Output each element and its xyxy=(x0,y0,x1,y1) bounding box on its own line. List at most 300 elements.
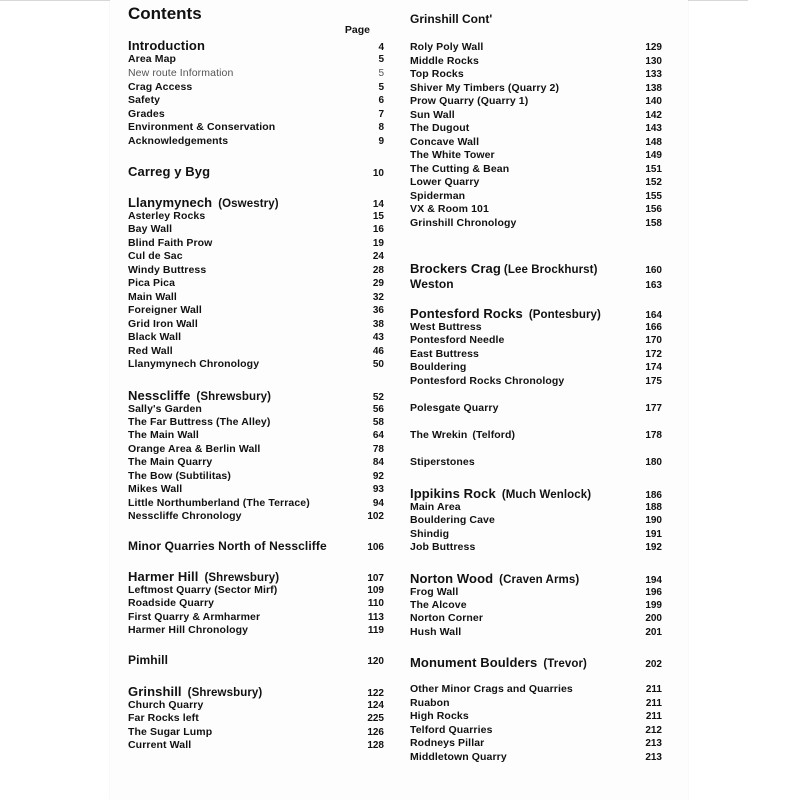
entry-location: (Lee Brockhurst) xyxy=(503,264,598,276)
entry-page-number: 32 xyxy=(372,292,384,303)
entry-page-number: 7 xyxy=(378,109,384,120)
entry-title xyxy=(128,291,177,303)
entry-title xyxy=(410,697,450,709)
entry-page-number: 6 xyxy=(378,95,384,106)
entry-title-text: Black Wall xyxy=(128,331,182,343)
section-heading xyxy=(128,569,384,583)
section-heading xyxy=(410,306,662,320)
entry-title xyxy=(410,68,464,80)
entry-page-number: 148 xyxy=(645,137,662,148)
contents-entry xyxy=(410,528,662,542)
entry-page-number: 14 xyxy=(372,199,384,210)
entry-title xyxy=(410,41,483,53)
entry-page-number: 5 xyxy=(378,54,384,65)
entry-page-number: 143 xyxy=(645,123,662,134)
entry-title xyxy=(410,321,482,333)
entry-page-number: 119 xyxy=(367,625,384,636)
entry-title xyxy=(410,375,564,387)
contents-entry xyxy=(128,726,384,740)
contents-entry xyxy=(128,331,384,345)
entry-title xyxy=(410,203,489,215)
entry-page-number: 188 xyxy=(645,502,662,513)
contents-entry xyxy=(410,95,662,109)
contents-entry xyxy=(410,149,662,163)
entry-title-text: Crag Access xyxy=(128,81,193,93)
entry-page-number: 211 xyxy=(645,711,662,722)
entry-title-text: Area Map xyxy=(128,53,177,65)
entry-page-number: 190 xyxy=(645,515,662,526)
entry-title-text: Prow Quarry (Quarry 1) xyxy=(410,95,529,107)
entry-title-text: Windy Buttress xyxy=(128,264,207,276)
contents-entry xyxy=(410,626,662,640)
contents-entry xyxy=(410,321,662,335)
entry-title xyxy=(128,121,275,133)
entry-title-text: The Bow (Subtilitas) xyxy=(128,470,231,482)
entry-title xyxy=(410,190,465,202)
entry-title-text: Norton Corner xyxy=(410,612,484,624)
entry-page-number: 130 xyxy=(645,56,662,67)
entry-page-number: 133 xyxy=(645,69,662,80)
contents-entry xyxy=(128,497,384,511)
entry-title xyxy=(410,456,475,468)
contents-entry xyxy=(410,375,662,389)
entry-page-number: 202 xyxy=(645,659,662,670)
entry-page-number: 196 xyxy=(645,587,662,598)
entry-title xyxy=(128,250,183,262)
entry-title-text: Stiperstones xyxy=(410,456,475,468)
entry-title-text: Mikes Wall xyxy=(128,483,183,495)
entry-page-number: 172 xyxy=(645,349,662,360)
section-heading xyxy=(410,655,662,669)
section-heading xyxy=(410,277,662,291)
contents-entry xyxy=(128,712,384,726)
contents-entry xyxy=(128,277,384,291)
entry-title xyxy=(410,361,466,373)
entry-page-number: 38 xyxy=(372,319,384,330)
entry-title-text: The Wrekin xyxy=(410,429,468,441)
entry-page-number: 191 xyxy=(645,529,662,540)
section-heading xyxy=(128,653,384,667)
entry-title-text: Middle Rocks xyxy=(410,55,479,67)
entry-page-number: 29 xyxy=(372,278,384,289)
entry-page-number: 156 xyxy=(645,204,662,215)
entry-page-number: 64 xyxy=(372,430,384,441)
contents-entry xyxy=(128,699,384,713)
contents-entry xyxy=(410,55,662,69)
contents-entry xyxy=(128,108,384,122)
contents-entry xyxy=(128,53,384,67)
entry-title xyxy=(128,304,202,316)
entry-page-number: 177 xyxy=(645,403,662,414)
entry-page-number: 225 xyxy=(367,713,384,724)
entry-page-number: 4 xyxy=(378,42,384,53)
entry-title xyxy=(128,195,279,210)
entry-title-text: Frog Wall xyxy=(410,586,459,598)
entry-title-text: New route Information xyxy=(128,67,234,79)
entry-title-text: Pica Pica xyxy=(128,277,176,289)
entry-title xyxy=(128,597,214,609)
entry-title-text: Job Buttress xyxy=(410,541,476,553)
section-heading xyxy=(128,38,384,52)
entry-title xyxy=(410,261,598,276)
entry-title-text: Grid Iron Wall xyxy=(128,318,198,330)
entry-title-text: Sun Wall xyxy=(410,109,455,121)
entry-title-text: Hush Wall xyxy=(410,626,462,638)
entry-location: (Oswestry) xyxy=(218,198,279,210)
entry-title-text: Spiderman xyxy=(410,190,466,202)
contents-entry xyxy=(128,318,384,332)
section-heading xyxy=(128,539,384,553)
contents-entry xyxy=(128,94,384,108)
contents-entry xyxy=(410,203,662,217)
entry-title-text: The Cutting & Bean xyxy=(410,163,510,175)
entry-title xyxy=(410,586,458,598)
entry-title xyxy=(128,358,259,370)
entry-page-number: 212 xyxy=(645,725,662,736)
entry-page-number: 102 xyxy=(367,511,384,522)
entry-title xyxy=(128,67,233,79)
entry-title xyxy=(128,624,248,636)
entry-title xyxy=(128,318,198,330)
entry-page-number: 174 xyxy=(645,362,662,373)
entry-page-number: 106 xyxy=(367,542,384,553)
entry-page-number: 170 xyxy=(645,335,662,346)
contents-entry xyxy=(128,291,384,305)
entry-title-text: First Quarry & Armharmer xyxy=(128,611,261,623)
entry-title-text: Grinshill xyxy=(128,684,182,699)
section-heading xyxy=(410,486,662,500)
entry-title xyxy=(128,497,310,509)
entry-title-text: Brockers Crag xyxy=(410,261,501,276)
contents-entry xyxy=(128,429,384,443)
entry-title xyxy=(128,726,212,738)
entry-title xyxy=(410,612,483,624)
section-heading xyxy=(128,388,384,402)
contents-entry xyxy=(128,624,384,638)
contents-entry xyxy=(410,710,662,724)
entry-title xyxy=(410,429,515,441)
contents-entry xyxy=(128,135,384,149)
entry-title-text: Far Rocks left xyxy=(128,712,199,724)
entry-title xyxy=(410,710,469,722)
contents-entry xyxy=(410,599,662,613)
entry-title-text: Carreg y Byg xyxy=(128,164,211,179)
entry-page-number: 113 xyxy=(367,612,384,623)
contents-entry xyxy=(410,82,662,96)
entry-title xyxy=(128,210,205,222)
entry-title-text: Environment & Conservation xyxy=(128,121,276,133)
contents-entry xyxy=(410,541,662,555)
entry-page-number: 5 xyxy=(378,68,384,79)
contents-entry xyxy=(128,611,384,625)
entry-title-text: Lower Quarry xyxy=(410,176,480,188)
entry-page-number: 138 xyxy=(645,83,662,94)
entry-title-text: Roadside Quarry xyxy=(128,597,215,609)
entry-page-number: 56 xyxy=(372,404,384,415)
entry-title xyxy=(410,683,573,695)
entry-title-text: Norton Wood xyxy=(410,571,494,586)
entry-page-number: 24 xyxy=(372,251,384,262)
section-heading xyxy=(128,195,384,209)
entry-location: (Shrewsbury) xyxy=(204,572,280,584)
entry-title xyxy=(128,470,231,482)
entry-title-text: Asterley Rocks xyxy=(128,210,206,222)
entry-title xyxy=(410,149,495,161)
entry-title-text: Llanymynech xyxy=(128,195,213,210)
page-title: Contents xyxy=(128,4,202,23)
entry-title xyxy=(410,402,499,414)
contents-entry xyxy=(128,416,384,430)
entry-title xyxy=(410,163,509,175)
contents-entry xyxy=(128,210,384,224)
contents-entry xyxy=(410,136,662,150)
entry-title-text: Minor Quarries North of Nesscliffe xyxy=(128,539,327,553)
entry-title-text: Little Northumberland (The Terrace) xyxy=(128,497,310,509)
entry-location: (Telford) xyxy=(472,429,516,441)
entry-title xyxy=(410,82,559,94)
entry-title-text: Introduction xyxy=(128,38,206,53)
contents-entry xyxy=(410,402,662,416)
entry-page-number: 194 xyxy=(645,575,662,586)
contents-entry xyxy=(128,81,384,95)
contents-entry xyxy=(410,501,662,515)
entry-title xyxy=(410,626,461,638)
entry-page-number: 142 xyxy=(645,110,662,121)
entry-page-number: 58 xyxy=(372,417,384,428)
entry-title-text: Harmer Hill xyxy=(128,569,199,584)
contents-entry xyxy=(410,612,662,626)
entry-title-text: Bouldering Cave xyxy=(410,514,495,526)
entry-page-number: 94 xyxy=(372,498,384,509)
entry-title xyxy=(410,751,507,763)
entry-title xyxy=(128,403,202,415)
entry-title xyxy=(128,483,182,495)
entry-page-number: 129 xyxy=(645,42,662,53)
entry-location: (Much Wenlock) xyxy=(501,489,592,501)
contents-entry xyxy=(410,586,662,600)
entry-title xyxy=(128,653,168,667)
entry-title-text: The Sugar Lump xyxy=(128,726,213,738)
contents-entry xyxy=(128,345,384,359)
contents-entry xyxy=(128,403,384,417)
contents-entry xyxy=(128,358,384,372)
entry-title xyxy=(128,223,172,235)
entry-title-text: Rodneys Pillar xyxy=(410,737,485,749)
contents-entry xyxy=(410,109,662,123)
entry-location: (Shrewsbury) xyxy=(196,391,272,403)
section-heading xyxy=(410,261,662,275)
entry-page-number: 124 xyxy=(367,700,384,711)
entry-title-text: Shindig xyxy=(410,528,450,540)
section-heading xyxy=(128,684,384,698)
entry-title-text: Foreigner Wall xyxy=(128,304,202,316)
entry-title xyxy=(128,699,203,711)
entry-page-number: 128 xyxy=(367,740,384,751)
entry-page-number: 28 xyxy=(372,265,384,276)
contents-entry xyxy=(410,122,662,136)
entry-page-number: 84 xyxy=(372,457,384,468)
entry-title-text: Pimhill xyxy=(128,653,169,667)
entry-title xyxy=(410,348,479,360)
entry-title-text: Pontesford Rocks Chronology xyxy=(410,375,565,387)
entry-page-number: 166 xyxy=(645,322,662,333)
entry-title xyxy=(410,277,454,291)
section-heading xyxy=(410,571,662,585)
entry-title-text: Top Rocks xyxy=(410,68,464,80)
entry-title-text: Nesscliffe Chronology xyxy=(128,510,242,522)
entry-title xyxy=(128,712,199,724)
entry-page-number: 178 xyxy=(645,430,662,441)
entry-title xyxy=(128,510,242,522)
entry-title xyxy=(410,514,495,526)
contents-entry xyxy=(128,584,384,598)
contents-entry xyxy=(128,304,384,318)
contents-entry xyxy=(410,41,662,55)
entry-page-number: 158 xyxy=(645,218,662,229)
entry-title xyxy=(410,176,479,188)
contents-entry xyxy=(410,456,662,470)
entry-page-number: 149 xyxy=(645,150,662,161)
entry-title-text: Leftmost Quarry (Sector Mirf) xyxy=(128,584,278,596)
contents-entry xyxy=(128,443,384,457)
entry-title-text: Weston xyxy=(410,277,454,291)
entry-title-text: Safety xyxy=(128,94,161,106)
entry-title-text: The Dugout xyxy=(410,122,470,134)
entry-location: (Trevor) xyxy=(543,658,587,670)
entry-title xyxy=(128,443,260,455)
contents-entry xyxy=(410,176,662,190)
entry-title xyxy=(410,306,601,321)
contents-entry xyxy=(410,163,662,177)
entry-title xyxy=(410,136,479,148)
entry-title xyxy=(128,416,270,428)
entry-page-number: 110 xyxy=(367,598,384,609)
entry-title-text: Orange Area & Berlin Wall xyxy=(128,443,261,455)
entry-title-text: Cul de Sac xyxy=(128,250,183,262)
contents-entry xyxy=(128,470,384,484)
entry-title xyxy=(128,135,228,147)
entry-title-text: Blind Faith Prow xyxy=(128,237,213,249)
entry-title xyxy=(128,331,181,343)
contents-entry xyxy=(128,597,384,611)
entry-page-number: 107 xyxy=(367,573,384,584)
entry-page-number: 93 xyxy=(372,484,384,495)
entry-title xyxy=(128,684,262,699)
contents-entry xyxy=(128,456,384,470)
contents-entry xyxy=(410,190,662,204)
entry-title-text: Other Minor Crags and Quarries xyxy=(410,683,573,695)
entry-page-number: 163 xyxy=(645,280,662,291)
entry-title xyxy=(128,456,212,468)
entry-page-number: 151 xyxy=(645,164,662,175)
entry-page-number: 211 xyxy=(645,684,662,695)
entry-title xyxy=(410,528,449,540)
contents-entry xyxy=(410,429,662,443)
entry-title-text: The Far Buttress (The Alley) xyxy=(128,416,271,428)
entry-page-number: 50 xyxy=(372,359,384,370)
entry-title-text: Monument Boulders xyxy=(410,655,538,670)
entry-page-number: 120 xyxy=(367,656,384,667)
entry-title-text: Pontesford Needle xyxy=(410,334,505,346)
entry-title xyxy=(410,486,591,501)
entry-title xyxy=(128,81,192,93)
entry-title xyxy=(410,599,467,611)
entry-title-text: The White Tower xyxy=(410,149,495,161)
entry-title-text: Sally's Garden xyxy=(128,403,202,415)
entry-page-number: 126 xyxy=(367,727,384,738)
entry-page-number: 155 xyxy=(645,191,662,202)
contents-entry xyxy=(128,121,384,135)
entry-title xyxy=(128,611,260,623)
entry-page-number: 36 xyxy=(372,305,384,316)
contents-entry xyxy=(128,264,384,278)
entry-title-text: Church Quarry xyxy=(128,699,204,711)
entry-title xyxy=(128,53,176,65)
contents-entry xyxy=(128,510,384,524)
contents-entry xyxy=(128,237,384,251)
entry-title xyxy=(410,95,528,107)
entry-location: (Craven Arms) xyxy=(499,574,580,586)
entry-title-text: Middletown Quarry xyxy=(410,751,507,763)
entry-title xyxy=(410,334,504,346)
entry-title xyxy=(410,109,455,121)
entry-title-text: Ruabon xyxy=(410,697,450,709)
entry-title xyxy=(410,501,461,513)
entry-title xyxy=(410,55,479,67)
entry-page-number: 201 xyxy=(645,627,662,638)
entry-title-text: High Rocks xyxy=(410,710,469,722)
entry-page-number: 140 xyxy=(645,96,662,107)
entry-page-number: 16 xyxy=(372,224,384,235)
entry-title-text: Roly Poly Wall xyxy=(410,41,484,53)
contents-entry xyxy=(128,483,384,497)
entry-title-text: VX & Room 101 xyxy=(410,203,489,215)
entry-page-number: 78 xyxy=(372,444,384,455)
entry-page-number: 213 xyxy=(645,752,662,763)
entry-page-number: 175 xyxy=(645,376,662,387)
contents-entry xyxy=(410,217,662,231)
entry-title-text: Polesgate Quarry xyxy=(410,402,499,414)
entry-title-text: Shiver My Timbers (Quarry 2) xyxy=(410,82,560,94)
entry-page-number: 160 xyxy=(645,265,662,276)
entry-page-number: 10 xyxy=(372,168,384,179)
entry-title-text: East Buttress xyxy=(410,348,479,360)
entry-title-text: Grades xyxy=(128,108,165,120)
entry-title xyxy=(128,429,199,441)
entry-title xyxy=(128,539,327,553)
entry-title xyxy=(410,655,587,670)
entry-title-text: Llanymynech Chronology xyxy=(128,358,260,370)
entry-page-number: 164 xyxy=(645,310,662,321)
entry-title xyxy=(410,541,475,553)
entry-title-text: Concave Wall xyxy=(410,136,480,148)
entry-title-text: Telford Quarries xyxy=(410,724,493,736)
entry-title-text: Nesscliffe xyxy=(128,388,191,403)
entry-page-number: 9 xyxy=(378,136,384,147)
entry-title-text: Main Area xyxy=(410,501,461,513)
entry-title-text: Main Wall xyxy=(128,291,177,303)
entry-title-text: Ippikins Rock xyxy=(410,486,496,501)
entry-page-number: 192 xyxy=(645,542,662,553)
entry-title xyxy=(128,237,212,249)
entry-title xyxy=(128,277,175,289)
contents-entry xyxy=(128,67,384,81)
entry-title xyxy=(128,569,279,584)
entry-location: (Pontesbury) xyxy=(528,309,601,321)
contents-entry xyxy=(410,334,662,348)
contents-entry xyxy=(128,223,384,237)
contents-entry xyxy=(128,250,384,264)
